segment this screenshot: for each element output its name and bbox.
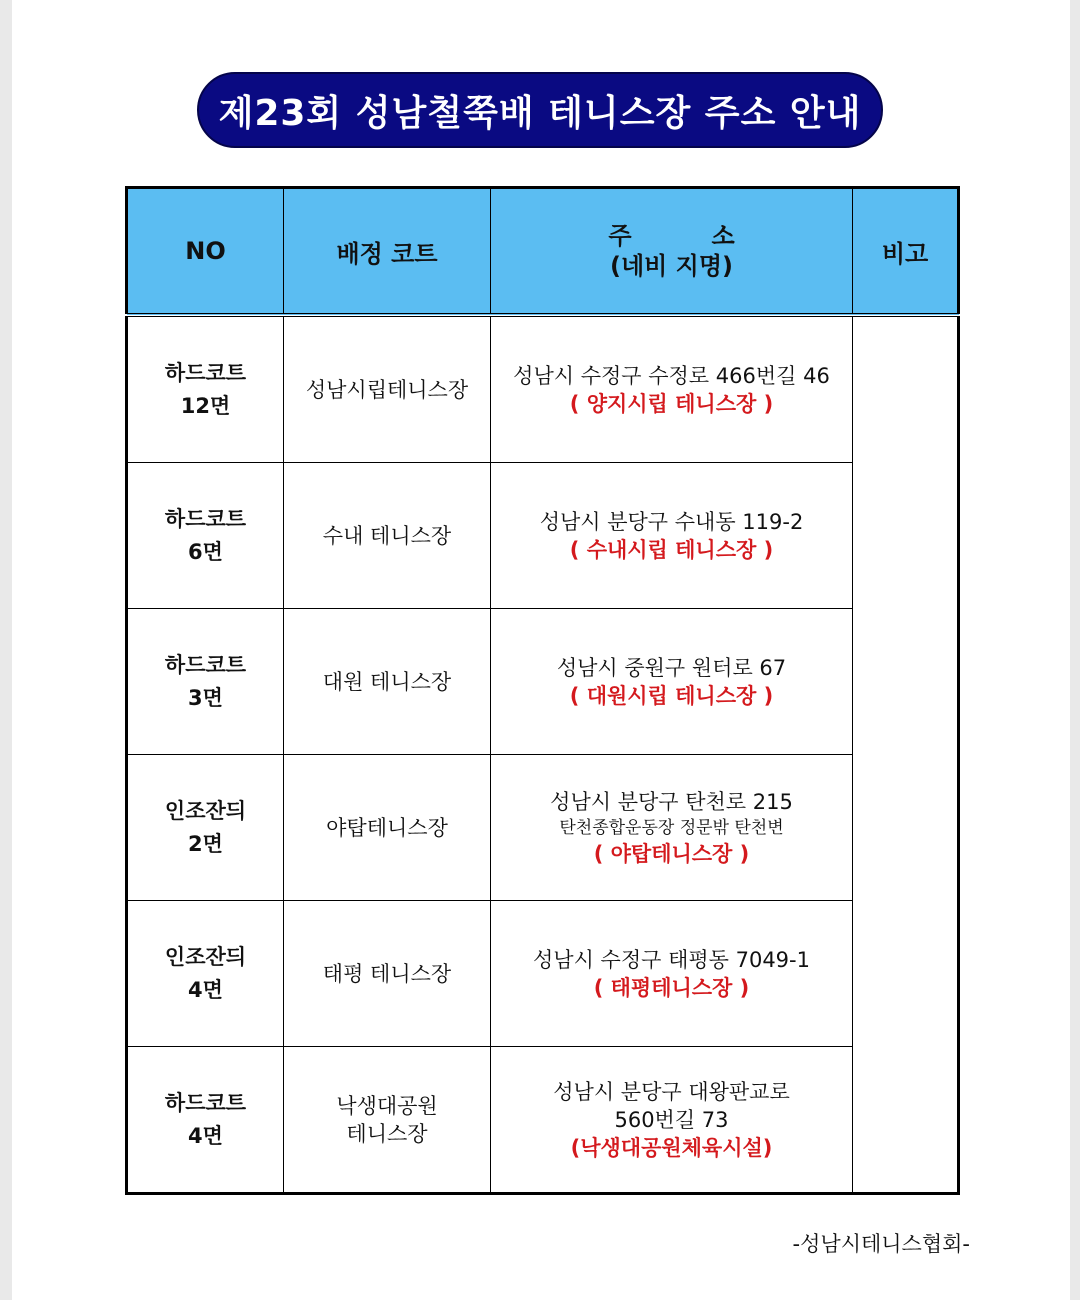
court-surface-type: 하드코트 xyxy=(164,1090,247,1115)
navigation-name: ( 수내시립 테니스장 ) xyxy=(569,537,774,562)
assigned-court-name: 태평 테니스장 xyxy=(322,961,452,986)
court-count: 3면 xyxy=(188,685,223,710)
court-count: 6면 xyxy=(188,539,223,564)
page-title: 제23회 성남철쭉배 테니스장 주소 안내 xyxy=(197,72,883,148)
header-court: 배정 코트 xyxy=(284,188,491,316)
navigation-name: ( 양지시립 테니스장 ) xyxy=(569,391,774,416)
court-count: 12면 xyxy=(180,393,231,418)
table-row xyxy=(127,609,959,755)
table-body xyxy=(127,315,959,1194)
address-line: 성남시 분당구 수내동 119-2 xyxy=(539,509,804,534)
court-type-cell xyxy=(127,901,284,1047)
court-surface-type: 하드코트 xyxy=(164,360,247,385)
address-cell xyxy=(491,609,853,755)
assigned-court-name: 수내 테니스장 xyxy=(322,523,452,548)
address-cell xyxy=(491,1047,853,1194)
navigation-name: (낙생대공원체육시설) xyxy=(570,1135,773,1160)
assigned-court-cell xyxy=(284,901,491,1047)
address-line: 560번길 73 xyxy=(614,1107,729,1132)
court-count: 4면 xyxy=(188,977,223,1002)
assigned-court-name: 야탑테니스장 xyxy=(326,815,448,840)
navigation-name: ( 태평테니스장 ) xyxy=(593,975,750,1000)
address-line: 성남시 수정구 태평동 7049-1 xyxy=(533,947,810,972)
table-row xyxy=(127,1047,959,1194)
address-detail: 탄천종합운동장 정문밖 탄천변 xyxy=(559,817,784,838)
court-surface-type: 인조잔듸 xyxy=(164,798,247,823)
assigned-court-cell xyxy=(284,463,491,609)
assigned-court-name: 테니스장 xyxy=(346,1121,428,1146)
court-type-cell xyxy=(127,609,284,755)
header-note: 비고 xyxy=(853,188,959,316)
assigned-court-name: 성남시립테니스장 xyxy=(305,377,469,402)
navigation-name: ( 야탑테니스장 ) xyxy=(593,841,750,866)
court-type-cell xyxy=(127,463,284,609)
note-cell xyxy=(853,315,959,1194)
address-cell xyxy=(491,463,853,609)
header-address-label: 주소 xyxy=(608,222,815,250)
table-row xyxy=(127,315,959,463)
court-surface-type: 하드코트 xyxy=(164,506,247,531)
footer-signature: -성남시테니스협회- xyxy=(792,1232,970,1256)
assigned-court-cell xyxy=(284,609,491,755)
assigned-court-name: 대원 테니스장 xyxy=(322,669,452,694)
court-count: 2면 xyxy=(188,831,223,856)
assigned-court-name: 낙생대공원 xyxy=(336,1093,438,1118)
table-header-row xyxy=(127,188,959,316)
assigned-court-cell xyxy=(284,755,491,901)
navigation-name: ( 대원시립 테니스장 ) xyxy=(569,683,774,708)
table-row xyxy=(127,463,959,609)
address-cell xyxy=(491,901,853,1047)
court-surface-type: 인조잔듸 xyxy=(164,944,247,969)
header-address xyxy=(491,188,853,316)
header-no: NO xyxy=(127,188,284,316)
address-line: 성남시 분당구 대왕판교로 xyxy=(553,1079,790,1104)
address-line: 성남시 중원구 원터로 67 xyxy=(556,655,787,680)
court-count: 4면 xyxy=(188,1123,223,1148)
assigned-court-cell xyxy=(284,315,491,463)
table-row xyxy=(127,901,959,1047)
court-type-cell xyxy=(127,755,284,901)
court-address-table xyxy=(125,186,960,1195)
address-cell xyxy=(491,755,853,901)
header-address-sub: (네비 지명) xyxy=(609,252,734,280)
address-cell xyxy=(491,315,853,463)
address-line: 성남시 분당구 탄천로 215 xyxy=(550,789,793,814)
court-type-cell xyxy=(127,315,284,463)
court-surface-type: 하드코트 xyxy=(164,652,247,677)
address-line: 성남시 수정구 수정로 466번길 46 xyxy=(513,363,830,388)
table-row xyxy=(127,755,959,901)
assigned-court-cell xyxy=(284,1047,491,1194)
court-type-cell xyxy=(127,1047,284,1194)
